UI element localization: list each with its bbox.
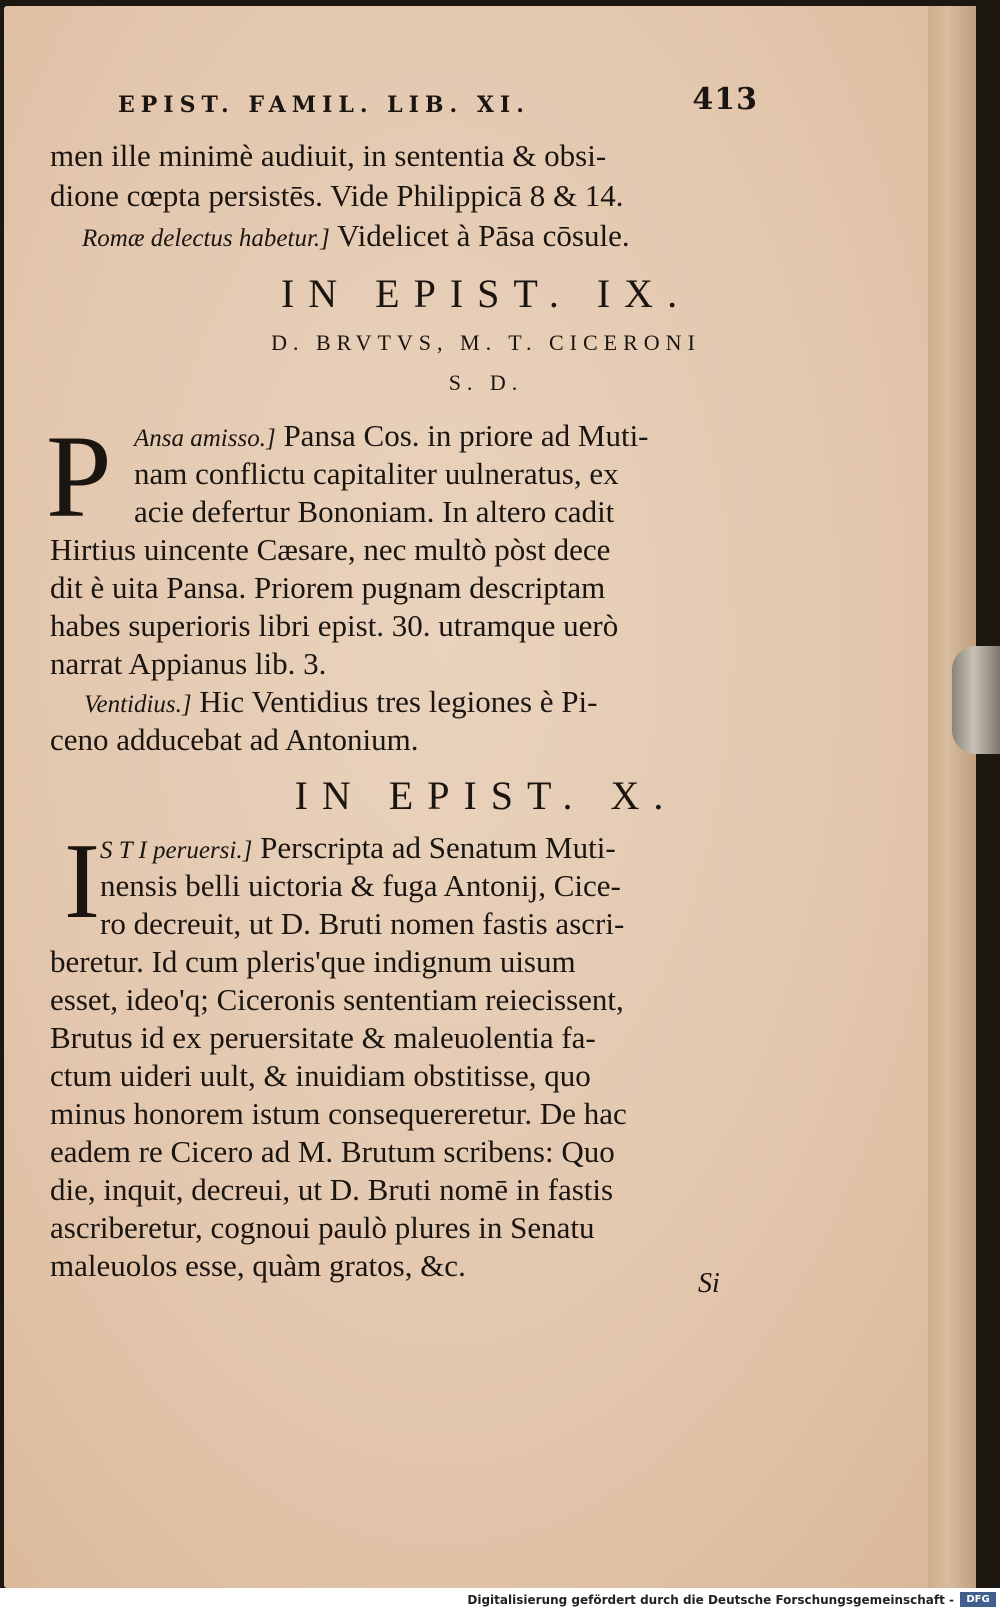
- footer-credit: Digitalisierung gefördert durch die Deutsche Forschungsgemeinschaft -: [467, 1593, 954, 1607]
- text-line: ctum uideri uult, & inuidiam obstitisse, quo: [50, 1058, 591, 1093]
- text-line: nensis belli uictoria & fuga Antonij, Cice-: [100, 868, 621, 903]
- section-heading-epist-9: IN EPIST. IX.: [280, 271, 692, 316]
- salutation-sd: S. D.: [448, 370, 524, 395]
- running-header: [118, 82, 758, 118]
- text-line: ceno adducebat ad Antonium.: [50, 722, 419, 757]
- text-line: acie defertur Bononiam. In altero cadit: [134, 494, 615, 529]
- salutation: D. BRVTVS, M. T. CICERONI: [271, 330, 701, 355]
- text-line: beretur. Id cum pleris'que indignum uisum: [50, 944, 576, 979]
- book-clasp: [952, 646, 1000, 754]
- lemma: Romæ delectus habetur.]: [82, 225, 330, 252]
- lemma: Ansa amisso.]: [134, 425, 276, 452]
- text-line: Hirtius uincente Cæsare, nec multò pòst dece: [50, 532, 611, 567]
- text-line: die, inquit, decreui, ut D. Bruti nomē in fastis: [50, 1172, 614, 1207]
- lemma: S T I peruersi.]: [100, 837, 253, 864]
- line-text: Perscripta ad Senatum Muti-: [252, 830, 616, 865]
- text-line: maleuolos esse, quàm gratos, &c.: [50, 1248, 466, 1283]
- text-line: men ille minimè audiuit, in sententia & obsi-: [50, 138, 607, 173]
- running-title: EPIST. FAMIL. LIB. XI.: [118, 92, 530, 118]
- text-line: habes superioris libri epist. 30. utramque uerò: [50, 608, 619, 643]
- text-line: dit è uita Pansa. Priorem pugnam descriptam: [50, 570, 606, 605]
- text-line: [82, 218, 782, 257]
- line-text: Hic Ventidius tres legiones è Pi-: [191, 684, 598, 719]
- line-text: Videlicet à Pāsa cōsule.: [329, 218, 630, 253]
- footer-bar: [0, 1588, 1000, 1612]
- line-text: Pansa Cos. in priore ad Muti-: [275, 418, 649, 453]
- text-line: Brutus id ex peruersitate & maleuolentia fa-: [50, 1020, 596, 1055]
- text-line: [100, 830, 800, 869]
- text-line: minus honorem istum consequereretur. De hac: [50, 1096, 627, 1131]
- text-line: [84, 684, 784, 723]
- dfg-logo: DFG: [960, 1592, 996, 1607]
- text-line: ascriberetur, cognoui paulò plures in Senatu: [50, 1210, 595, 1245]
- page-number: 413: [692, 82, 758, 117]
- text-line: nam conflictu capitaliter uulneratus, ex: [134, 456, 619, 491]
- text-line: narrat Appianus lib. 3.: [50, 646, 327, 681]
- text-line: [134, 418, 834, 457]
- drop-cap: I: [64, 822, 100, 941]
- section-heading-epist-10: IN EPIST. X.: [294, 773, 678, 818]
- drop-cap: P: [46, 411, 112, 542]
- text-line: ro decreuit, ut D. Bruti nomen fastis ascri-: [100, 906, 625, 941]
- text-line: dione cœpta persistēs. Vide Philippicā 8 & 14.: [50, 178, 624, 213]
- lemma: Ventidius.]: [84, 691, 192, 718]
- text-line: esset, ideo'q; Ciceronis sententiam reiecissent,: [50, 982, 624, 1017]
- text-line: eadem re Cicero ad M. Brutum scribens: Quo: [50, 1134, 615, 1169]
- signature-mark: Si: [698, 1268, 720, 1299]
